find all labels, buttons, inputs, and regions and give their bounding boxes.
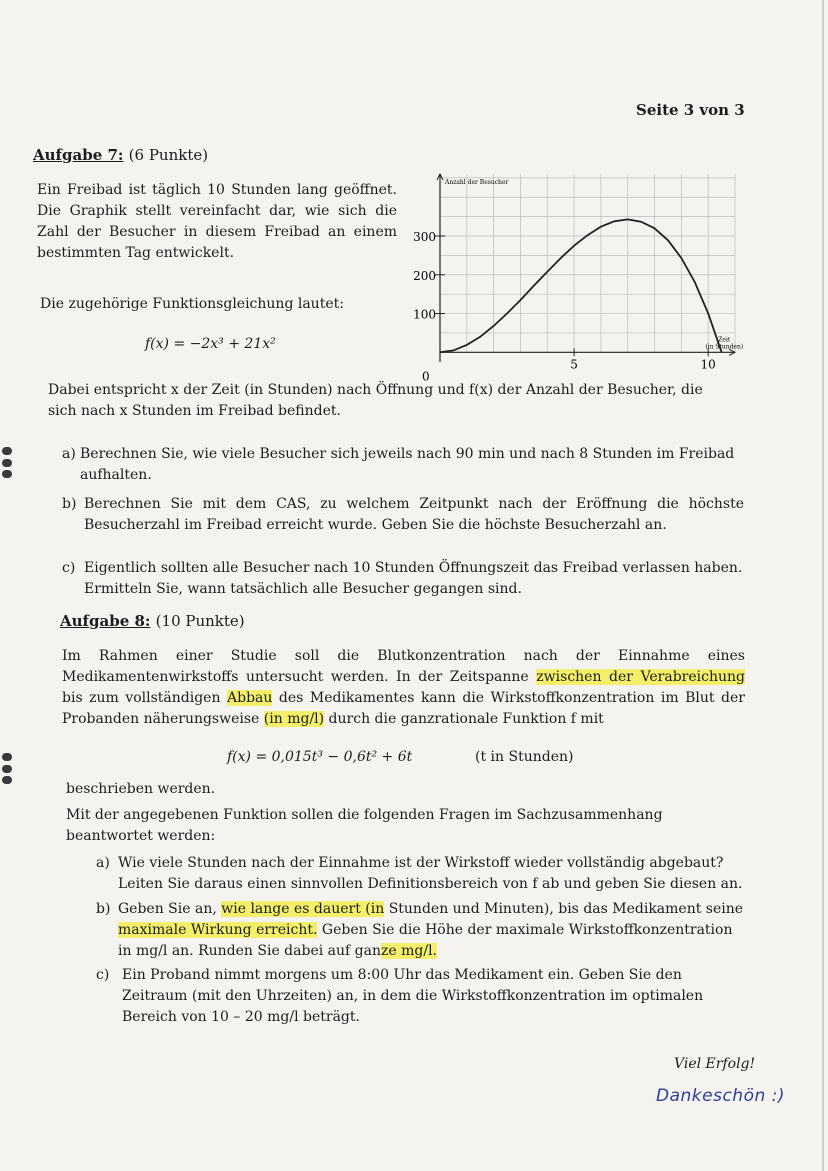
question-label: c) xyxy=(62,560,76,576)
highlighted-text: zwischen der Verabreichung xyxy=(536,669,745,685)
question-label: c) xyxy=(96,967,110,983)
question-line: Berechnen Sie, wie viele Besucher sich jeweils nach 90 min und nach 8 Stunden im Freibad xyxy=(80,446,735,462)
task7-heading xyxy=(33,146,208,164)
task8-intro xyxy=(62,646,745,730)
binder-hole xyxy=(2,776,12,784)
question-line: Ein Proband nimmt morgens um 8:00 Uhr das Medikament ein. Geben Sie den xyxy=(122,967,682,983)
task7-intro-line: Zahl der Besucher in diesem Freibad an einem xyxy=(37,224,397,240)
binder-hole xyxy=(2,447,12,455)
question-line xyxy=(118,941,748,962)
task8-question-c xyxy=(96,965,752,1028)
task7-intro xyxy=(37,180,397,264)
question-label: a) xyxy=(62,446,76,462)
chart-origin-label: 0 xyxy=(422,369,430,384)
question-line: Wie viele Stunden nach der Einnahme ist der Wirkstoff wieder vollständig abgebaut? xyxy=(118,855,724,871)
question-label: b) xyxy=(62,496,77,512)
task7-points: (6 Punkte) xyxy=(128,146,209,164)
chart-y-tick-label: 100 xyxy=(413,307,436,322)
chart-xlabel xyxy=(705,336,743,350)
task8-points: (10 Punkte) xyxy=(155,612,245,630)
binder-hole xyxy=(2,753,12,761)
task8-context xyxy=(66,805,746,847)
task8-formula: f(x) = 0,015t³ − 0,6t² + 6t xyxy=(227,749,413,765)
binder-hole xyxy=(2,459,12,467)
visitor-chart xyxy=(410,172,744,384)
task8-intro-line xyxy=(62,688,745,709)
text-run: Geben Sie an, xyxy=(118,901,222,917)
highlighted-text: (in mg/l) xyxy=(263,711,325,727)
page-edge xyxy=(822,0,824,1171)
text-run: Stunden und Minuten), bis das Medikament seine xyxy=(384,901,744,917)
task7-equation: f(x) = −2x³ + 21x² xyxy=(145,336,276,352)
text-run: bis zum vollständigen xyxy=(62,690,227,706)
handwritten-note: Dankeschön :) xyxy=(656,1086,786,1106)
chart-y-tick-label: 200 xyxy=(413,268,436,283)
question-line: Bereich von 10 – 20 mg/l beträgt. xyxy=(122,1009,360,1025)
task7-question-a xyxy=(62,444,752,486)
task8-intro-line xyxy=(62,646,745,667)
question-line: Ermitteln Sie, wann tatsächlich alle Besucher gegangen sind. xyxy=(84,581,522,597)
question-line: Leiten Sie daraus einen sinnvollen Definitionsbereich von f ab und geben Sie diesen an. xyxy=(118,876,743,892)
task8-intro-line xyxy=(62,709,745,730)
question-line xyxy=(118,920,748,941)
text-run: Medikamentenwirkstoffs untersucht werden. In der Zeitspanne xyxy=(62,669,537,685)
question-line: Zeitraum (mit den Uhrzeiten) an, in dem die Wirkstoffkonzentration im optimalen xyxy=(122,988,704,1004)
task7-explanation xyxy=(48,380,748,422)
binder-hole xyxy=(2,765,12,773)
highlighted-text: Abbau xyxy=(227,690,273,706)
chart-grid xyxy=(440,174,735,352)
highlighted-text: ze mg/l. xyxy=(381,943,437,959)
task7-equation-intro: Die zugehörige Funktionsgleichung lautet: xyxy=(40,296,344,312)
task8-heading xyxy=(60,612,245,630)
text-run: in mg/l an. Runden Sie dabei auf gan xyxy=(118,943,381,959)
question-line: Berechnen Sie mit dem CAS, zu welchem Zeitpunkt nach der Eröffnung die höchste xyxy=(84,496,744,512)
chart-ylabel: Anzahl der Besucher xyxy=(445,179,509,186)
task7-explanation-line: sich nach x Stunden im Freibad befindet. xyxy=(48,403,341,419)
chart-axes xyxy=(437,174,735,362)
task7-question-c xyxy=(62,558,764,600)
signoff-text: Viel Erfolg! xyxy=(674,1056,756,1072)
task7-intro-line: bestimmten Tag entwickelt. xyxy=(37,245,235,261)
highlighted-text: maximale Wirkung erreicht. xyxy=(118,922,318,938)
text-run: durch die ganzrationale Funktion f mit xyxy=(324,711,604,727)
question-line: aufhalten. xyxy=(80,467,152,483)
task8-question-b xyxy=(96,899,748,962)
task8-context-line: beantwortet werden: xyxy=(66,828,216,844)
chart-xlabel-line: (in Stunden) xyxy=(705,343,744,351)
chart-series-line xyxy=(440,219,722,352)
task7-intro-line: Ein Freibad ist täglich 10 Stunden lang geöffnet. xyxy=(37,182,397,198)
question-label: a) xyxy=(96,855,110,871)
task8-title: Aufgabe 8: xyxy=(60,612,151,630)
task7-explanation-line: Dabei entspricht x der Zeit (in Stunden) nach Öffnung und f(x) der Anzahl der Besucher, die xyxy=(48,382,703,398)
text-run: des Medikamentes kann die Wirkstoffkonzentration im Blut der xyxy=(272,690,745,706)
task7-title: Aufgabe 7: xyxy=(33,146,124,164)
chart-ticks xyxy=(413,230,716,371)
chart-xlabel-line: Zeit xyxy=(718,336,731,344)
question-line xyxy=(118,899,748,920)
question-line: Besucherzahl im Freibad erreicht wurde. Geben Sie die höchste Besucherzahl an. xyxy=(84,517,667,533)
chart-x-tick-label: 5 xyxy=(570,357,578,372)
chart-x-tick-label: 10 xyxy=(700,357,716,372)
task7-intro-line: Die Graphik stellt vereinfacht dar, wie sich die xyxy=(37,203,397,219)
task8-context-line: Mit der angegebenen Funktion sollen die folgenden Fragen im Sachzusammenhang xyxy=(66,807,663,823)
task8-formula-note: (t in Stunden) xyxy=(475,749,574,765)
text-run: Probanden näherungsweise xyxy=(62,711,264,727)
task8-described: beschrieben werden. xyxy=(66,781,216,797)
task8-question-a xyxy=(96,853,748,895)
task7-question-b xyxy=(62,494,744,536)
text-run: Im Rahmen einer Studie soll die Blutkonzentration nach der Einnahme eines xyxy=(62,648,745,664)
binder-hole xyxy=(2,470,12,478)
question-label: b) xyxy=(96,901,111,917)
text-run: Geben Sie die Höhe der maximale Wirkstoffkonzentration xyxy=(317,922,733,938)
page-number: Seite 3 von 3 xyxy=(636,101,745,119)
highlighted-text: wie lange es dauert (in xyxy=(221,901,385,917)
chart-y-tick-label: 300 xyxy=(413,230,436,245)
question-line: Eigentlich sollten alle Besucher nach 10 Stunden Öffnungszeit das Freibad verlassen haben. xyxy=(84,560,743,576)
task8-intro-line xyxy=(62,667,745,688)
